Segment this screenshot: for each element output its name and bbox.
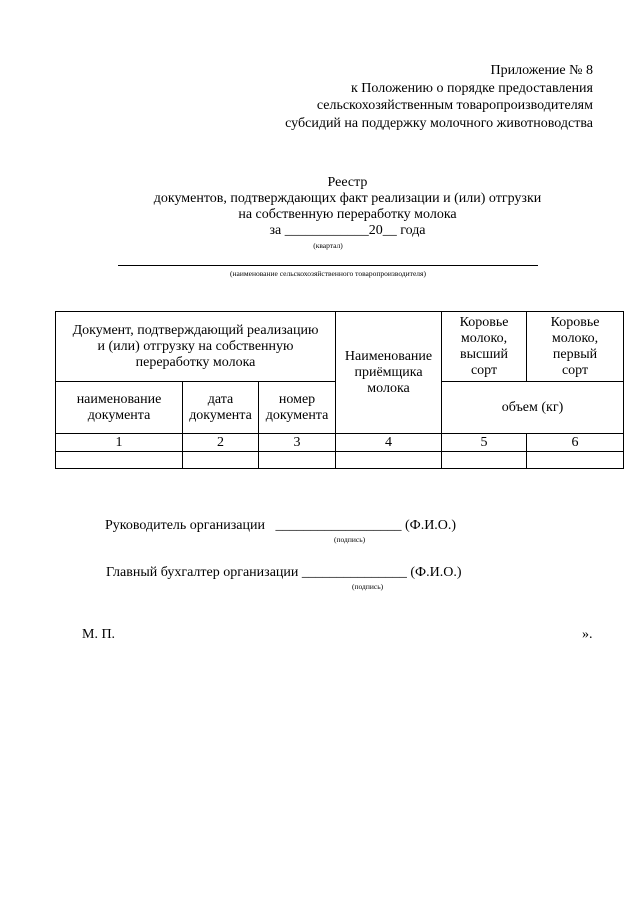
accountant-fio: (Ф.И.О.) [410,565,462,580]
subheader-document-name: наименование документа [56,382,183,434]
column-numbers-row [56,434,624,452]
register-table [55,311,624,469]
head-signature-line [105,518,456,534]
appendix-reference: субсидий на поддержку молочного животноводства [285,115,593,131]
table-cell [442,452,527,469]
producer-name-line [118,265,538,266]
appendix-reference: к Положению о порядке предоставления [351,80,593,96]
subheader-volume: объем (кг) [442,382,624,434]
column-number: 4 [336,434,442,452]
header-document: Документ, подтверждающий реализацию и (или) отгрузку на собственную переработку молока [56,312,336,382]
column-number: 6 [527,434,624,452]
column-number: 2 [183,434,259,452]
head-fio: (Ф.И.О.) [404,518,457,533]
accountant-signature-caption: (подпись) [352,582,384,591]
subheader-document-date: дата документа [183,382,259,434]
accountant-signature-blank: _______________ [301,565,407,580]
accountant-label: Главный бухгалтер организации [106,565,299,580]
stamp-place: М. П. [82,627,116,642]
appendix-number: Приложение № 8 [490,63,593,78]
register-period: за ____________20__ года [269,223,426,238]
header-receiver: Наименование приёмщика молока [336,312,442,434]
head-signature-caption: (подпись) [334,535,366,544]
table-cell [259,452,336,469]
table-row [56,452,624,469]
accountant-signature-line [106,565,462,581]
table-cell [336,452,442,469]
table-cell [183,452,259,469]
header-milk-top-grade: Коровье молоко, высший сорт [442,312,527,382]
register-title: Реестр [327,175,368,190]
closing-quote: ». [582,627,593,642]
appendix-heading [285,62,593,132]
table-cell [527,452,624,469]
column-number: 3 [259,434,336,452]
header-milk-first-grade: Коровье молоко, первый сорт [527,312,624,382]
period-caption: (квартал) [313,241,343,250]
head-signature-blank: __________________ [275,518,402,533]
producer-caption: (наименование сельскохозяйственного товаропроизводителя) [230,269,426,278]
register-subtitle: документов, подтверждающих факт реализации и (или) отгрузки [153,191,542,206]
register-subtitle: на собственную переработку молока [238,207,457,222]
table-cell [56,452,183,469]
column-number: 5 [442,434,527,452]
column-number: 1 [56,434,183,452]
head-label: Руководитель организации [105,518,265,533]
subheader-document-number: номер документа [259,382,336,434]
register-title-block [0,175,640,239]
appendix-reference: сельскохозяйственным товаропроизводителям [316,98,593,113]
